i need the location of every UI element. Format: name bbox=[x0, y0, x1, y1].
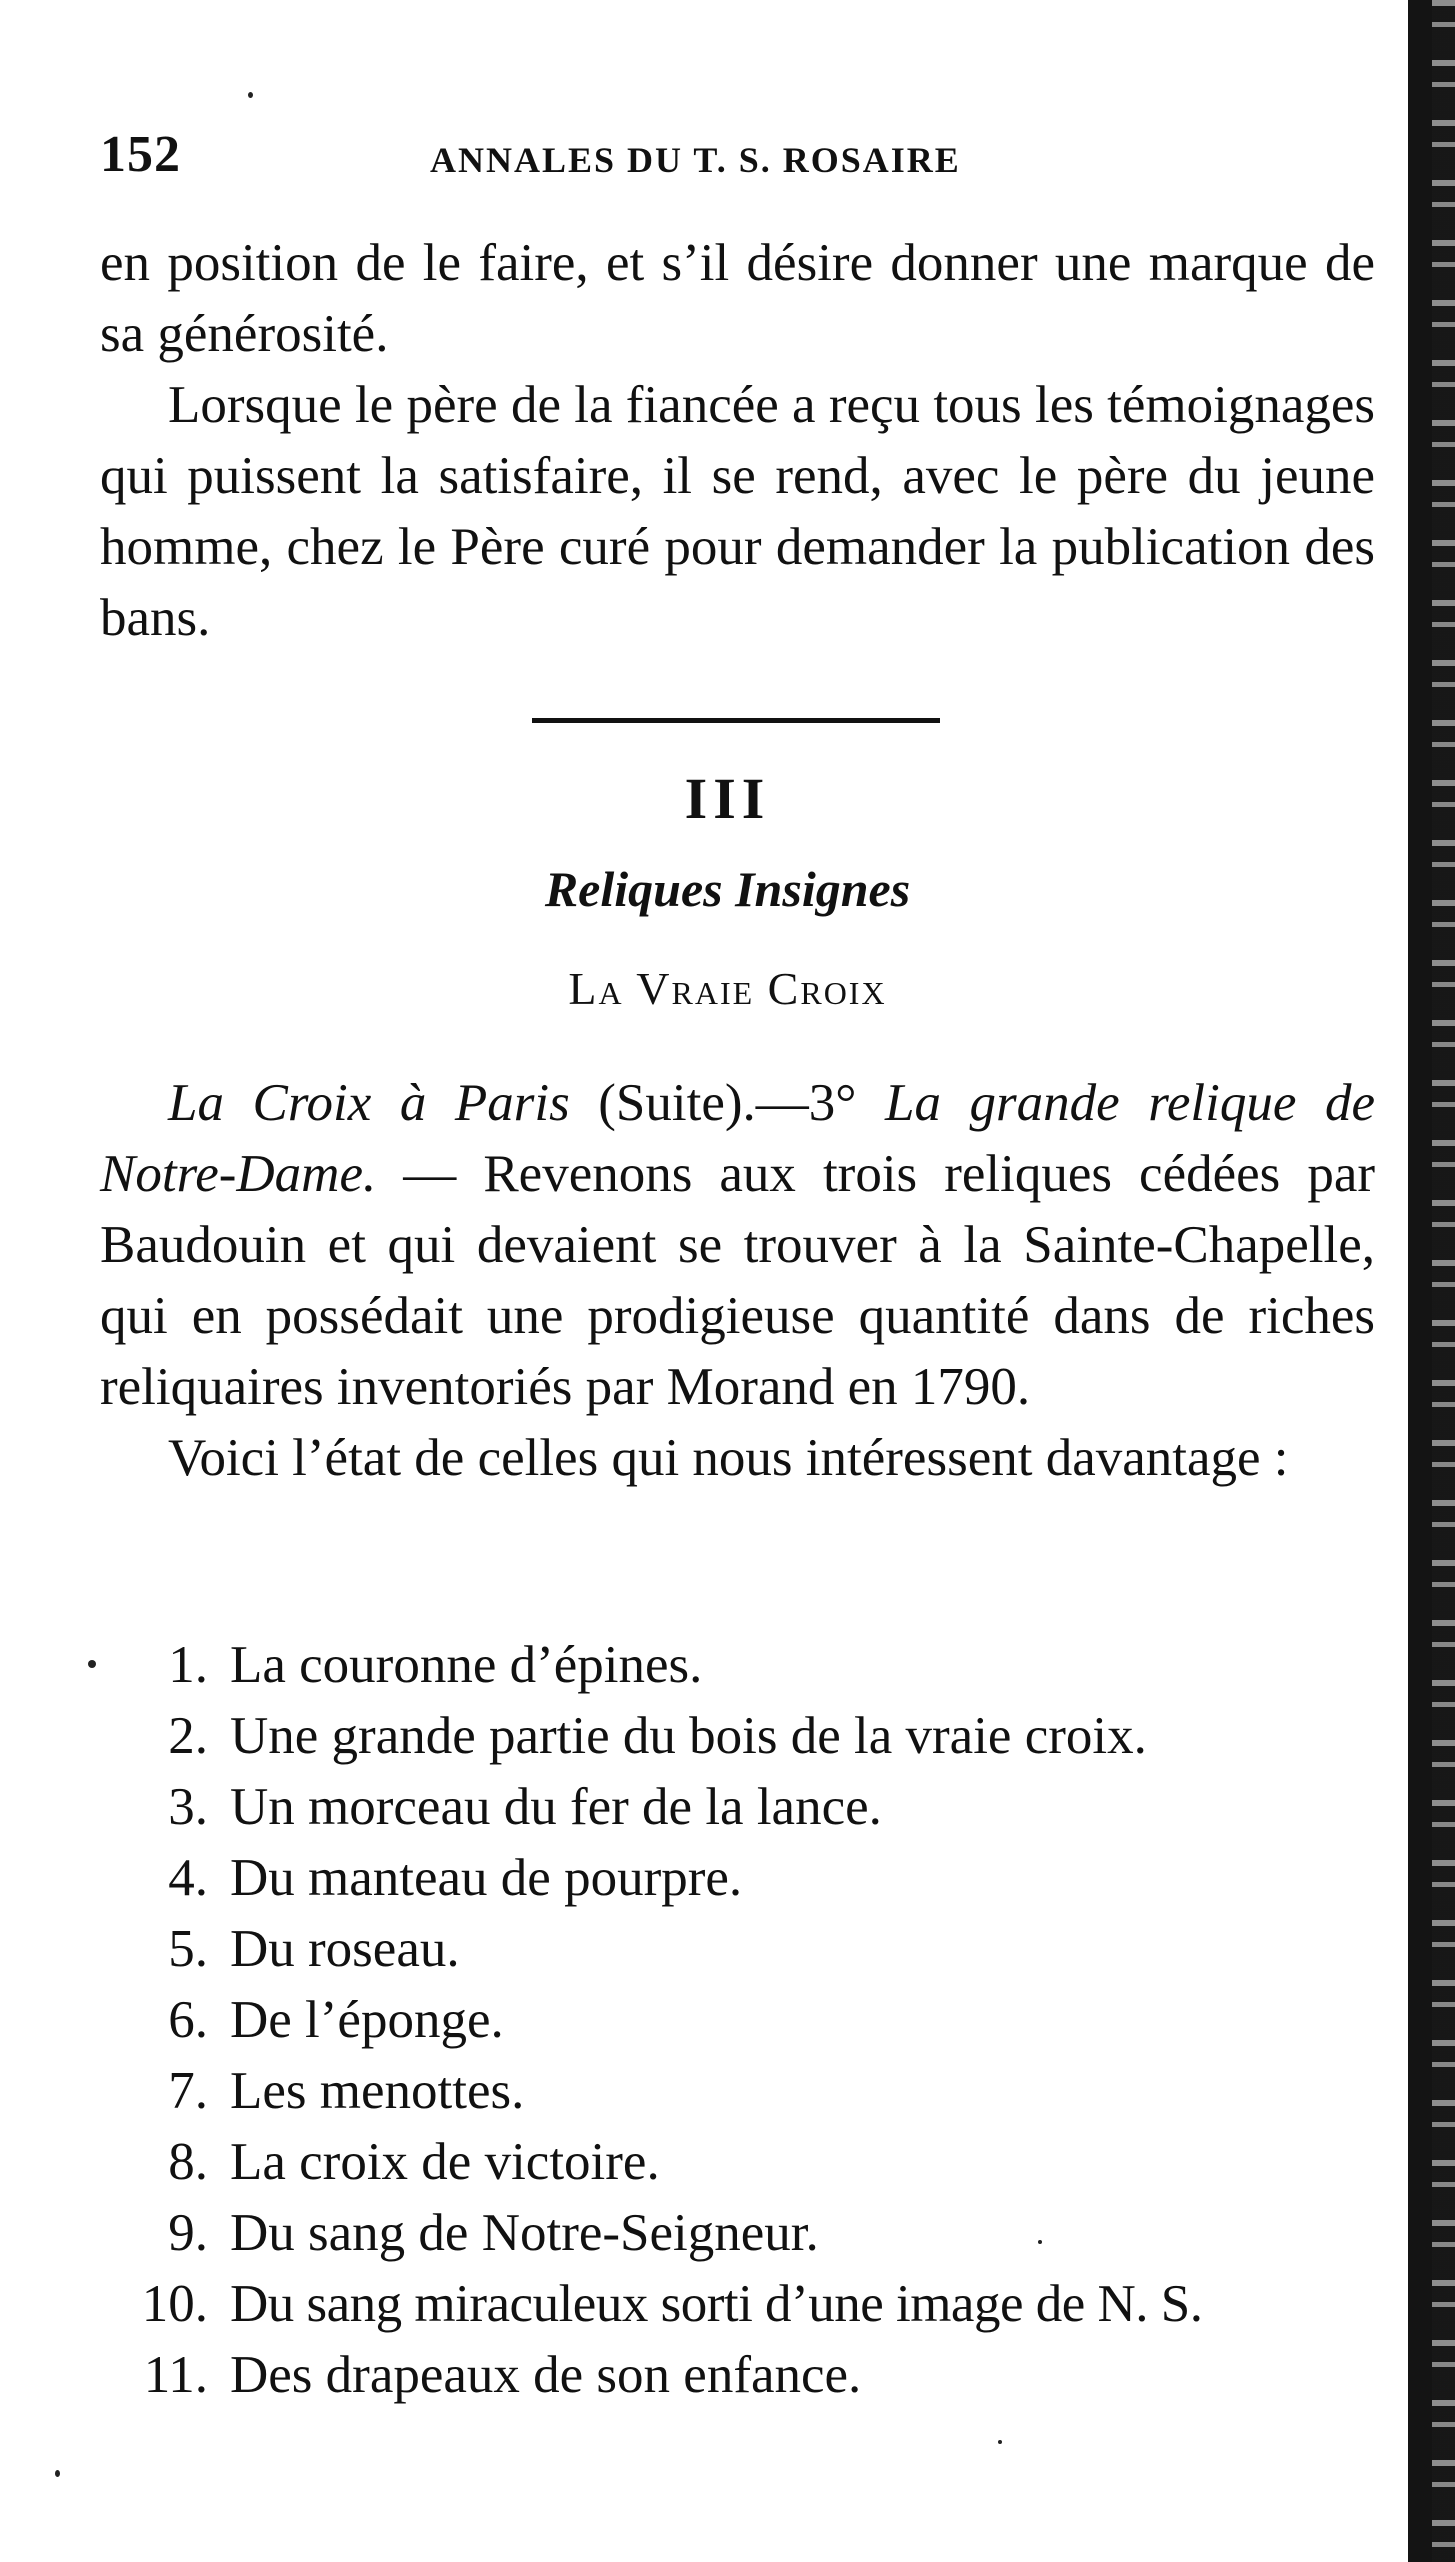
section-number: III bbox=[684, 766, 771, 831]
relic-item-number: 9. bbox=[168, 2204, 208, 2262]
relic-list bbox=[100, 1630, 1375, 2411]
relic-item-number: 4. bbox=[168, 1849, 208, 1907]
relic-item-text: Un morceau du fer de la lance. bbox=[230, 1778, 882, 1836]
intro-suite: (Suite).—3° bbox=[569, 1074, 886, 1132]
print-speck bbox=[998, 2440, 1002, 2444]
relic-item-text: Des drapeaux de son enfance. bbox=[230, 2346, 862, 2404]
print-speck bbox=[55, 2470, 60, 2477]
print-speck bbox=[88, 1660, 96, 1668]
paragraph-relics bbox=[100, 1068, 1375, 1423]
subsection-title: La Vraie Croix bbox=[568, 963, 887, 1014]
relic-item-text: De l’éponge. bbox=[230, 1991, 504, 2049]
relic-list-item bbox=[100, 1843, 1375, 1914]
relic-item-text: La croix de victoire. bbox=[230, 2133, 660, 2191]
relic-item-text: Les menottes. bbox=[230, 2062, 525, 2120]
relic-list-item bbox=[100, 2056, 1375, 2127]
section-title: Reliques Insignes bbox=[544, 861, 911, 917]
relic-list-item bbox=[100, 2269, 1375, 2340]
relic-item-number: 7. bbox=[168, 2062, 208, 2120]
relic-item-text: Du manteau de pourpre. bbox=[230, 1849, 743, 1907]
relic-list-item bbox=[100, 2198, 1375, 2269]
relic-item-number: 1. bbox=[168, 1636, 208, 1694]
relic-list-item bbox=[100, 2340, 1375, 2411]
relic-item-number: 10. bbox=[141, 2275, 208, 2333]
print-speck bbox=[248, 92, 253, 98]
relic-item-number: 8. bbox=[168, 2133, 208, 2191]
section-divider bbox=[532, 718, 940, 723]
relic-item-number: 11. bbox=[143, 2346, 208, 2404]
relic-list-item bbox=[100, 1630, 1375, 1701]
relic-item-number: 6. bbox=[168, 1991, 208, 2049]
page-header bbox=[100, 125, 1380, 185]
paragraph-bans: Lorsque le père de la fiancée a reçu tous les témoignages qui puissent la satisfaire, il se rend, avec le père du jeune homme, chez le Père curé pour demander la publication des bans. bbox=[100, 376, 1375, 647]
paragraph-continuation: en position de le faire, et s’il désire donner une marque de sa générosité. bbox=[100, 234, 1375, 363]
relic-item-text: Du sang de Notre-Seigneur. bbox=[230, 2204, 819, 2262]
relic-item-text: Du sang miraculeux sorti d’une image de N. S. bbox=[230, 2275, 1203, 2333]
intro-relic-text: — Revenons aux trois reliques cédées par Baudouin et qui devaient se trouver à la Sainte-Chapelle, qui en possédait une prodigieuse quantité dans de riches reliquaires inventoriés par Morand en 1790. bbox=[100, 1145, 1375, 1416]
relic-list-item bbox=[100, 2127, 1375, 2198]
relic-list-item bbox=[100, 1772, 1375, 1843]
paragraph-list-intro: Voici l’état de celles qui nous intéressent davantage : bbox=[168, 1429, 1289, 1487]
page-number: 152 bbox=[100, 126, 181, 183]
relic-item-number: 3. bbox=[168, 1778, 208, 1836]
relic-item-text: Du roseau. bbox=[230, 1920, 460, 1978]
adjacent-page-edge bbox=[1432, 0, 1455, 2562]
running-head: ANNALES DU T. S. ROSAIRE bbox=[430, 140, 961, 180]
relic-list-item bbox=[100, 1701, 1375, 1772]
relic-item-text: La couronne d’épines. bbox=[230, 1636, 703, 1694]
top-text bbox=[100, 228, 1375, 654]
relic-item-text: Une grande partie du bois de la vraie croix. bbox=[230, 1707, 1147, 1765]
relic-list-item bbox=[100, 1914, 1375, 1985]
relic-item-number: 2. bbox=[168, 1707, 208, 1765]
relic-list-item bbox=[100, 1985, 1375, 2056]
intro-relic-italic: La grande relique de Notre-Dame. bbox=[100, 1074, 1375, 1203]
intro-title-italic: La Croix à Paris bbox=[168, 1074, 570, 1132]
body-text bbox=[100, 1068, 1375, 1494]
relic-item-number: 5. bbox=[168, 1920, 208, 1978]
